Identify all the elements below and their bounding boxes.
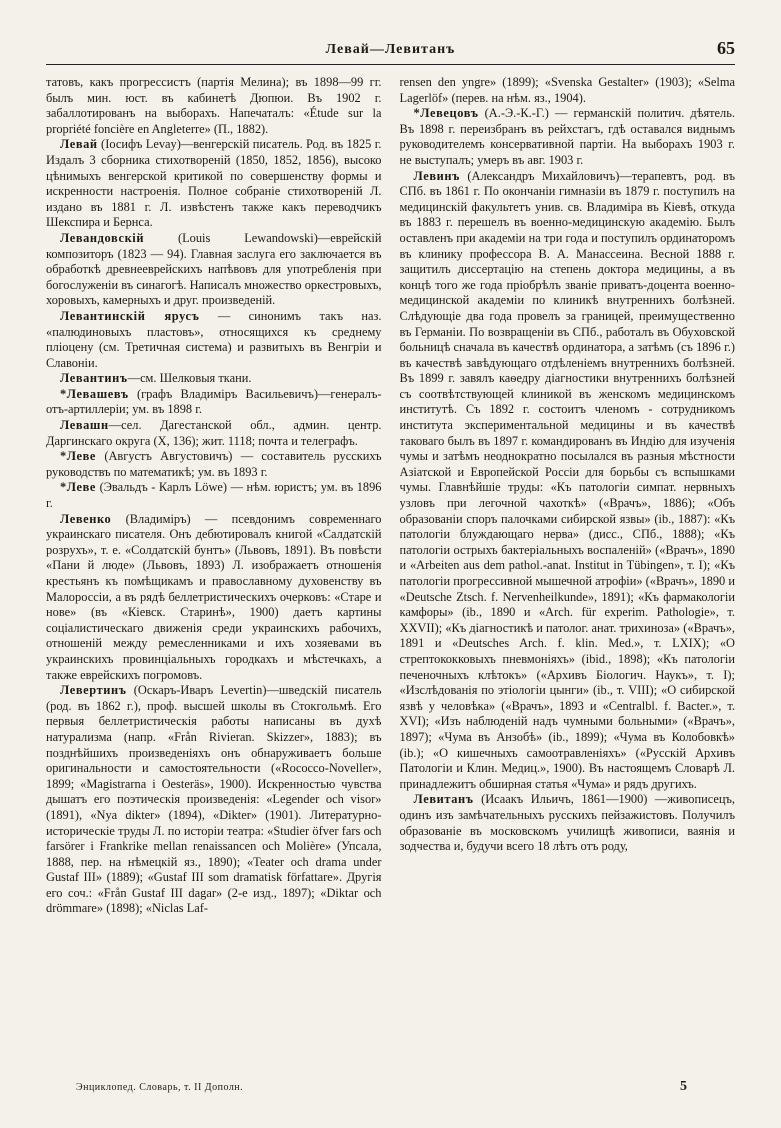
entry-text: (Августъ Августовичъ) — составитель русскихъ руководствъ по математикѣ; ум. въ 1893 г. bbox=[46, 449, 382, 479]
entry-headword: Левашн bbox=[60, 418, 109, 433]
footer-signature: Энциклопед. Словарь, т. II Дополн. bbox=[76, 1082, 244, 1093]
entry-paragraph bbox=[46, 137, 382, 231]
left-column bbox=[46, 75, 382, 1075]
entry-text: (Іосифъ Levay)—венгерскій писатель. Род. въ 1825 г. Издалъ 3 сборника стихотвореній (1850, 1852, 1856), высоко цѣнимыхъ венгерской критикой по совершенству формы и искренности настроенія. Полное собраніе стихотвореній Л. издано въ 1881 г. Л. извѣстенъ также какъ переводчикъ Шекспира и Бернса. bbox=[46, 137, 382, 230]
entry-text: татовъ, какъ прогрессистъ (партія Мелина); въ 1898—99 гг. былъ мин. юст. въ кабинетѣ Дюпюи. Въ 1902 г. забаллотированъ на выборахъ. Напечаталъ: «Étude sur la propriété foncière en Angleterre» (П., 1882). bbox=[46, 75, 382, 136]
entry-headword: Левинъ bbox=[413, 168, 460, 183]
entry-headword: *Леве bbox=[60, 480, 97, 495]
entry-text: — синонимъ такъ наз. «палюдиновыхъ пластовъ», относящихся къ среднему пліоцену (см. Третичная система) и развитыхъ въ Венгріи и Славоніи. bbox=[46, 308, 382, 370]
entry-paragraph bbox=[46, 512, 382, 684]
entry-headword: *Леве bbox=[60, 449, 97, 464]
entry-paragraph bbox=[46, 449, 382, 480]
entry-text: (графъ Владиміръ Васильевичъ)—генералъ-отъ-артиллеріи; ум. въ 1898 г. bbox=[46, 386, 382, 417]
entry-text: (Исаакъ Ильичъ, 1861—1900) —живописецъ, одинъ изъ замѣчательныхъ русскихъ пейзажистовъ. Получилъ образованіе въ московскомъ училищѣ живописи, ваянія и зодчества и, будучи всего 18 лѣтъ отъ роду, bbox=[399, 792, 735, 854]
entry-text: (А.-Э.-К.-Г.) — германскій политич. дѣятель. Въ 1898 г. переизбранъ въ рейхстагъ, гдѣ оставался виднымъ руководителемъ консервативной партіи. На выборахъ 1903 г. не выступалъ; умеръ въ авг. 1903 г. bbox=[399, 106, 735, 167]
entry-headword: Левитанъ bbox=[413, 792, 474, 807]
entry-paragraph bbox=[46, 387, 382, 418]
entry-paragraph bbox=[46, 683, 382, 917]
page-footer bbox=[46, 1079, 735, 1102]
page-number: 65 bbox=[717, 38, 735, 58]
right-column bbox=[400, 75, 736, 1075]
entry-paragraph bbox=[46, 75, 382, 137]
entry-text: (Louis Lewandowski)—еврейскій композиторъ (1823 — 94). Главная заслуга его заключается въ обработкѣ древнееврейскихъ напѣвовъ для употребленія при богослуженіи въ синагогѣ. Написалъ множество оркестровыхъ, хоровыхъ, камерныхъ и друг. произведеній. bbox=[46, 230, 382, 308]
entry-headword: Левенко bbox=[60, 511, 112, 526]
entry-headword: *Левецовъ bbox=[413, 106, 479, 121]
entry-text: —см. Шелковыя ткани. bbox=[127, 371, 252, 386]
page-header bbox=[46, 40, 735, 65]
entry-text: rensen den yngre» (1899); «Svenska Gestalter» (1903); «Selma Lagerlöf» (перев. на нѣм. яз., 1904). bbox=[399, 75, 735, 105]
entry-text: (Владиміръ) — псевдонимъ современнаго украинскаго писателя. Онъ дебютировалъ книгой «Салдатскій розрухъ», т. е. «Солдатскій бунтъ» (Львовъ, 1891). Въ повѣсти «Пани й люде» (Львовъ, 1893) Л. изображаетъ отношенія крестьянъ къ помѣщикамъ и православному духовенству въ Малороссіи, а въ рядѣ беллетристическихъ очерковъ: «Старе и нове» (въ «Кіевск. Старинѣ», 1900) даетъ картины соціалистическаго движенія среди украинскихъ рабочихъ, отношеній между ремесленниками и ихъ хозяевами въ украинскихъ провинціальныхъ городкахъ и мѣстечкахъ, а также еврейскихъ погромовъ. bbox=[46, 511, 382, 682]
text-columns bbox=[46, 75, 735, 1075]
entry-headword: Левантинскій ярусъ bbox=[60, 308, 200, 323]
entry-headword: *Левашевъ bbox=[60, 386, 129, 401]
footer-sheet-number: 5 bbox=[680, 1079, 687, 1094]
entry-paragraph bbox=[46, 231, 382, 309]
running-head: Левай—Левитанъ bbox=[325, 42, 456, 57]
entry-headword: Левай bbox=[60, 137, 98, 152]
entry-paragraph bbox=[400, 792, 736, 854]
entry-paragraph bbox=[46, 309, 382, 371]
entry-headword: Левантинъ bbox=[60, 371, 128, 386]
entry-text: —сел. Дагестанской обл., админ. центр. Даргинскаго округа (X, 136); жит. 1118; почта и телеграфъ. bbox=[46, 418, 382, 448]
entry-text: (Эвальдъ - Карлъ Löwe) — нѣм. юристъ; ум. въ 1896 г. bbox=[46, 480, 382, 511]
entry-paragraph bbox=[46, 480, 382, 511]
entry-paragraph bbox=[46, 371, 382, 387]
entry-headword: Левертинъ bbox=[60, 683, 127, 698]
entry-paragraph bbox=[400, 169, 736, 793]
entry-paragraph bbox=[400, 75, 736, 106]
entry-headword: Левандовскій bbox=[60, 230, 145, 245]
entry-paragraph bbox=[46, 418, 382, 449]
entry-paragraph bbox=[400, 106, 736, 168]
entry-text: (Оскаръ-Иваръ Levertin)—шведскій писатель (род. въ 1862 г.), проф. высшей школы въ Стокгольмѣ. Его первыя беллетристическія работы написаны въ духѣ натурализма (напр. «Från Rivieran. Skizzer», 1883); въ позднѣйшихъ произведеніяхъ онъ обнаруживаетъ больше оригинальности и самостоятельности («Rococco-Noveller», 1899; «Magistrarna i Oesteräs», 1900). Искренностью чувства дышатъ его поэтическія произведенія: «Legender och visor» (1891), «Nya dikter» (1894), «Dikter» (1901). Литературно-историческіе труды Л. по исторіи театра: «Studier öfver fars och farsörer i Frankrike mellan renaissancen och Molière» (Упсала, 1888, пер. на нѣмецкій яз., 1890); «Teater och drama under Gustaf III» (1889); «Gustaf III som dramatisk författare». Другія его соч.: «Från Gustaf III dagar» (2-е изд., 1897); «Diktar och drömmare» (1898); «Niclas Laf- bbox=[46, 683, 382, 916]
entry-text: (Александръ Михайловичъ)—терапевтъ, род. въ СПб. въ 1861 г. По окончаніи гимназіи въ 1879 г. поступилъ на медицинскій факультетъ унив. св. Владиміра въ Кіевѣ, откуда въ 1883 г. перешелъ въ военно-медицинскую академію. Былъ оставленъ при академіи на три года и поступилъ ординаторомъ въ клинику профессора В. А. Манассеина. Весной 1888 г. защитилъ диссертацію на степень доктора медицины, а въ концѣ того же года пріобрѣлъ званіе приватъ-доцента военно-медицинской академіи по клиникѣ внутреннихъ болѣзней. Слѣдующіе два года провелъ за границей, преимущественно въ Германіи. По возвращеніи въ СПб., работалъ въ Обуховской больницѣ сначала въ качествѣ ординатора, а затѣмъ (съ 1896 г.) въ качествѣ завѣдующаго отдѣленіемъ внутреннихъ болѣзней. Въ 1899 г. завялъ каѳедру діагностики внутреннихъ болѣзней съ соотвѣтствующей клиникой въ женскомъ медицинскомъ институтѣ. Съ 1892 г. состоитъ членомъ - сотрудникомъ института экспериментальной медицины и въ качествѣ таковаго былъ въ 1897 г. командированъ въ Индію для изученія чумы и затѣмъ неоднократно посылался въ разныя мѣстности Азіатской и Европейской Россіи для борьбы съ вспышками чумы. Главнѣйшіе труды: «Къ патологіи симпат. нервныхъ узловъ при легочной чахоткѣ» («Врачъ», 1886); «Объ образованіи споръ палочками сибирской язвы» (ib., 1887): «Къ патологіи блуждающаго нерва» (дисс., СПб., 1888); «Къ патологіи острыхъ бактеріальныхъ воспаленій» («Врачъ», 1890 и «Arbeiten aus dem pathol.-anat. Institut in Tübingen», т. I); «Къ патологіи прогрессивной мышечной атрофіи» («Врачъ», 1890 и «Deutsche Ztsch. f. Nervenheilkunde», 1891); «Къ фармакологіи камфоры» (ib., 1890 и «Arch. für experim. Pathologie», т. XXVII); «Къ діагностикѣ и патолог. анат. трихиноза» («Врачъ», 1891 и «Deutsches Arch. f. klin. Med.», т. LXIX); «О стрептококковыхъ пневмоніяхъ» (ibid., 1898); «Къ патологіи печеночныхъ клѣтокъ» («Архивъ Біологич. Наукъ», т. I); «Изслѣдованія по этіологіи цынги» (ib., т. VIII); «О сибирской язвѣ у человѣка» («Врачъ», 1893 и «Centralbl. f. Bacter.», т. XVI); «Изъ наблюденій надъ чумными больными» («Врачъ», 1897); «Чума въ Анзобѣ» (ib., 1899); «Чума въ Колобовкѣ» (ib.); «О кишечныхъ самоотравленіяхъ» («Русскій Архивъ Патологіи и Клин. Медиц.», 1900). Въ настоящемъ Словарѣ Л. принадлежитъ обширная статья «Чума» и рядъ другихъ. bbox=[399, 168, 735, 791]
